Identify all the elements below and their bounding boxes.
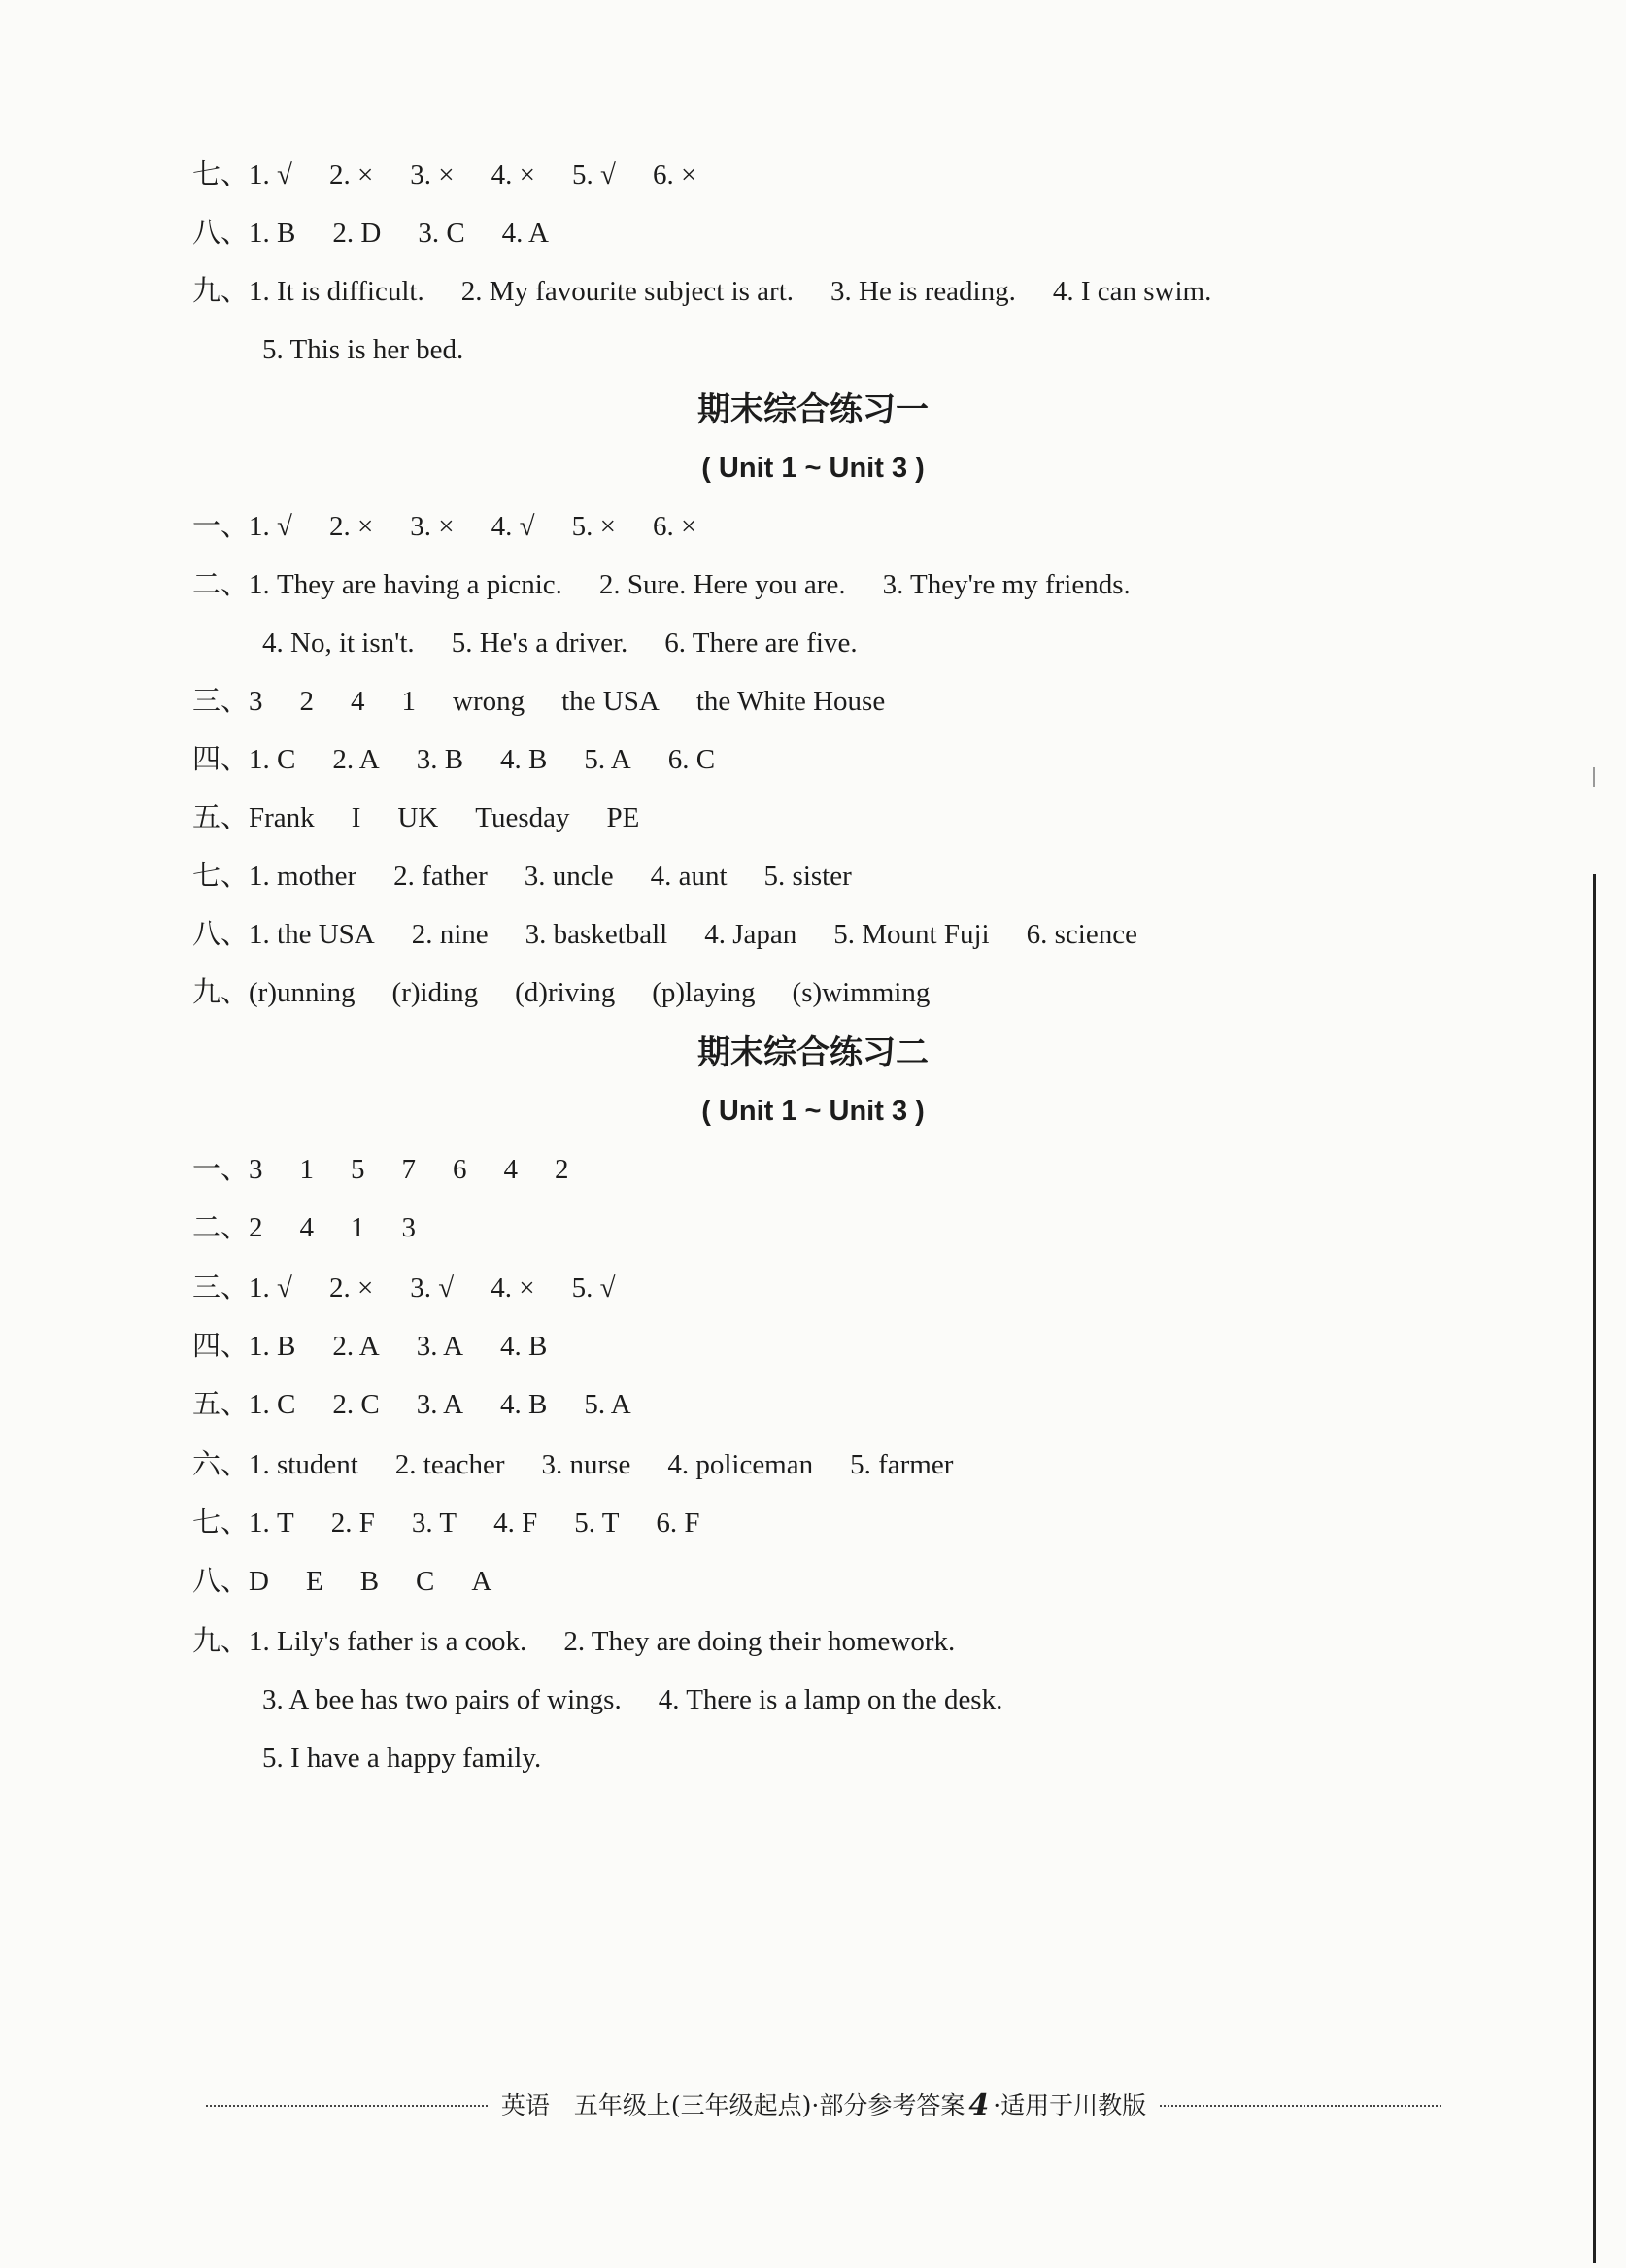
ex2-row-2 [192,1208,416,1247]
answer-item: 4. B [500,1389,548,1420]
exercise2-subtitle: ( Unit 1 ~ Unit 3 ) [701,1096,925,1127]
row-items [249,159,696,190]
answer-item: UK [397,802,439,833]
answer-item: 2. × [328,159,374,190]
row-label: 八、 [192,919,250,950]
answer-item: 3 [249,686,263,717]
answer-item: 2 [299,686,315,717]
answer-item: (s)wimming [792,977,931,1008]
answer-item: I [351,802,361,833]
ex2-row-1 [192,1150,569,1189]
footer-rule-left [206,2105,488,2107]
row-label: 三、 [192,1272,250,1303]
ex1-row-2-cont [262,624,858,662]
footer-right-text: ·适用于川教版 [993,2091,1147,2119]
answer-item: 5 [351,1154,365,1185]
answer-item: 1. T [249,1507,294,1539]
answer-item: 1. √ [249,1272,292,1303]
answer-item: 4. B [500,744,548,775]
exercise1-title: 期末综合练习一 [697,390,929,429]
answer-item: 6. science [1026,919,1137,950]
answer-item: 3. C [418,218,465,249]
row-items [249,1449,953,1480]
row-items [249,1154,569,1185]
exercise1-subtitle: ( Unit 1 ~ Unit 3 ) [701,453,925,484]
answer-item: 5. I have a happy family. [262,1743,542,1774]
answer-item: 5. farmer [850,1449,954,1480]
row-label: 六、 [192,1449,250,1480]
answer-item: 2. teacher [394,1449,505,1480]
answer-item: 2 [555,1154,569,1185]
answer-item: the White House [695,686,886,717]
row-label: 九、 [192,977,250,1008]
answer-item: 7 [401,1154,417,1185]
row-label: 九、 [192,276,250,307]
answer-item: 2. C [332,1389,380,1420]
answer-item: 2 [249,1212,263,1243]
ex2-row-5 [192,1385,631,1424]
answer-item: 1. C [249,1389,296,1420]
answer-item: 5. √ [571,1272,616,1303]
row-7 [192,155,696,194]
scan-edge-mark [1593,767,1595,787]
row-items [249,569,1131,600]
row-label: 三、 [192,686,250,717]
answer-item: 3. × [410,159,455,190]
answer-item: 1. student [249,1449,358,1480]
answer-item: 3. A [416,1331,464,1362]
ex2-row-3 [192,1269,616,1307]
answer-item: 4. F [493,1507,538,1539]
answer-item: 4. There is a lamp on the desk. [658,1684,1003,1715]
answer-item: 5. A [584,1389,631,1420]
answer-item: 6. × [652,159,697,190]
answer-item: 2. My favourite subject is art. [460,276,794,307]
ex1-row-4 [192,740,715,779]
answer-item: 2. × [328,511,374,542]
ex2-row-9-cont2 [262,1739,541,1777]
answer-item: PE [606,802,640,833]
answer-item: 2. D [332,218,382,249]
answer-item: 4 [503,1154,519,1185]
answer-item: 3. uncle [524,861,614,892]
answer-item: 3. He is reading. [830,276,1016,307]
row-label: 一、 [192,1154,250,1185]
answer-item: 4. No, it isn't. [262,627,415,659]
page-footer [192,2088,1455,2123]
answer-item: 1 [351,1212,365,1243]
answer-item: 3. √ [410,1272,455,1303]
answer-item: A [471,1566,492,1597]
row-9-cont [262,330,463,369]
ex1-row-3 [192,682,885,721]
ex1-row-2 [192,565,1131,604]
row-label: 七、 [192,1507,250,1539]
answer-item: wrong [453,686,525,717]
answer-item: 5. He's a driver. [451,627,628,659]
answer-item: 4. √ [491,511,535,542]
row-label: 七、 [192,159,250,190]
row-label: 七、 [192,861,250,892]
row-items [249,802,639,833]
answer-item: 6. × [652,511,697,542]
row-items [249,686,885,717]
answer-item: 4. B [500,1331,548,1362]
answer-item: 2. F [330,1507,375,1539]
answer-item: 1. √ [249,159,292,190]
answer-item: 2. father [393,861,488,892]
answer-item: 6. There are five. [664,627,858,659]
row-label: 八、 [192,1566,250,1597]
answer-item: 3 [249,1154,263,1185]
page-number: 4 [968,2088,990,2122]
row-items [249,1331,547,1362]
answer-item: 4. aunt [650,861,728,892]
answer-item: E [305,1566,323,1597]
answer-item: 3. nurse [541,1449,631,1480]
answer-item: 5. √ [572,159,616,190]
answer-item: 1. It is difficult. [249,276,424,307]
answer-item: 1. B [249,218,296,249]
row-label: 四、 [192,1331,250,1362]
answer-item: 1. the USA [249,919,375,950]
answer-item: C [416,1566,435,1597]
footer-left-text: 英语 五年级上(三年级起点)·部分参考答案 [500,2091,965,2119]
ex1-row-7 [192,857,852,896]
ex2-row-4 [192,1327,547,1366]
answer-item: 2. They are doing their homework. [563,1626,956,1657]
answer-item: 2. nine [411,919,489,950]
row-label: 九、 [192,1626,250,1657]
row-items [249,1626,955,1657]
answer-item: 4 [299,1212,315,1243]
footer-rule-right [1160,2105,1441,2107]
answer-item: 1. They are having a picnic. [249,569,562,600]
answer-item: 1. C [249,744,296,775]
answer-item: 3. basketball [525,919,668,950]
answer-item: 6. F [656,1507,700,1539]
answer-item: (r)iding [391,977,479,1008]
answer-item: 4 [351,686,365,717]
answer-item: 1. Lily's father is a cook. [249,1626,527,1657]
row-items [262,1684,1002,1715]
row-items [249,218,549,249]
row-8 [192,214,549,253]
answer-item: D [249,1566,269,1597]
answer-item: 4. policeman [667,1449,814,1480]
ex1-row-1 [192,507,696,546]
answer-item: 5. × [571,511,616,542]
row-label: 五、 [192,1389,250,1420]
answer-item: (d)riving [515,977,616,1008]
answer-item: (p)laying [652,977,756,1008]
answer-item: 1. mother [249,861,357,892]
ex2-row-7 [192,1504,700,1542]
answer-item: 4. A [501,218,549,249]
row-items [249,977,930,1008]
answer-item: Tuesday [475,802,570,833]
row-items [249,744,715,775]
ex1-row-5 [192,798,639,837]
row-label: 二、 [192,569,250,600]
exercise2-title: 期末综合练习二 [697,1033,929,1072]
answer-item: 5. Mount Fuji [833,919,990,950]
ex2-row-6 [192,1445,953,1484]
answer-item: 6 [453,1154,467,1185]
answer-item: 2. × [328,1272,374,1303]
answer-item: 3. B [416,744,464,775]
answer-item: 4. × [491,1272,535,1303]
row-label: 四、 [192,744,250,775]
ex1-row-8 [192,915,1137,954]
answer-item: 2. A [332,744,380,775]
answer-item: 1 [401,686,417,717]
row-items [249,1507,700,1539]
row-items [249,1566,491,1597]
answer-item: Frank [249,802,315,833]
answer-item: 4. × [491,159,536,190]
row-items [262,627,858,659]
answer-item: 3. T [411,1507,457,1539]
answer-item: 5. T [574,1507,620,1539]
answer-item: the USA [561,686,660,717]
answer-item: B [359,1566,380,1597]
answer-item: 3 [401,1212,417,1243]
row-label: 八、 [192,218,250,249]
answer-item: (r)unning [249,977,356,1008]
ex2-row-8 [192,1562,491,1601]
row-label: 一、 [192,511,250,542]
row-label: 五、 [192,802,250,833]
row-items [249,511,696,542]
row-label: 二、 [192,1212,250,1243]
row-items [262,334,463,365]
row-items [249,1272,615,1303]
answer-item: 3. They're my friends. [882,569,1131,600]
answer-item: 3. × [410,511,455,542]
answer-item: 1. B [249,1331,296,1362]
row-9 [192,272,1211,311]
row-items [249,861,852,892]
answer-item: 2. Sure. Here you are. [598,569,846,600]
scan-edge-line [1593,874,1596,2263]
answer-item: 4. Japan [704,919,797,950]
answer-item: 4. I can swim. [1052,276,1212,307]
answer-item: 3. A bee has two pairs of wings. [262,1684,622,1715]
answer-item: 5. A [584,744,631,775]
ex2-row-9-cont [262,1680,1002,1719]
answer-item: 3. A [416,1389,464,1420]
answer-item: 5. sister [763,861,852,892]
row-items [249,1212,416,1243]
answer-item: 1. √ [249,511,292,542]
answer-item: 5. This is her bed. [262,334,464,365]
row-items [249,276,1211,307]
ex1-row-9 [192,973,930,1012]
answer-item: 6. C [667,744,716,775]
answer-item: 1 [299,1154,315,1185]
row-items [249,919,1137,950]
row-items [262,1743,541,1774]
ex2-row-9 [192,1622,955,1661]
row-items [249,1389,631,1420]
answer-item: 2. A [332,1331,380,1362]
